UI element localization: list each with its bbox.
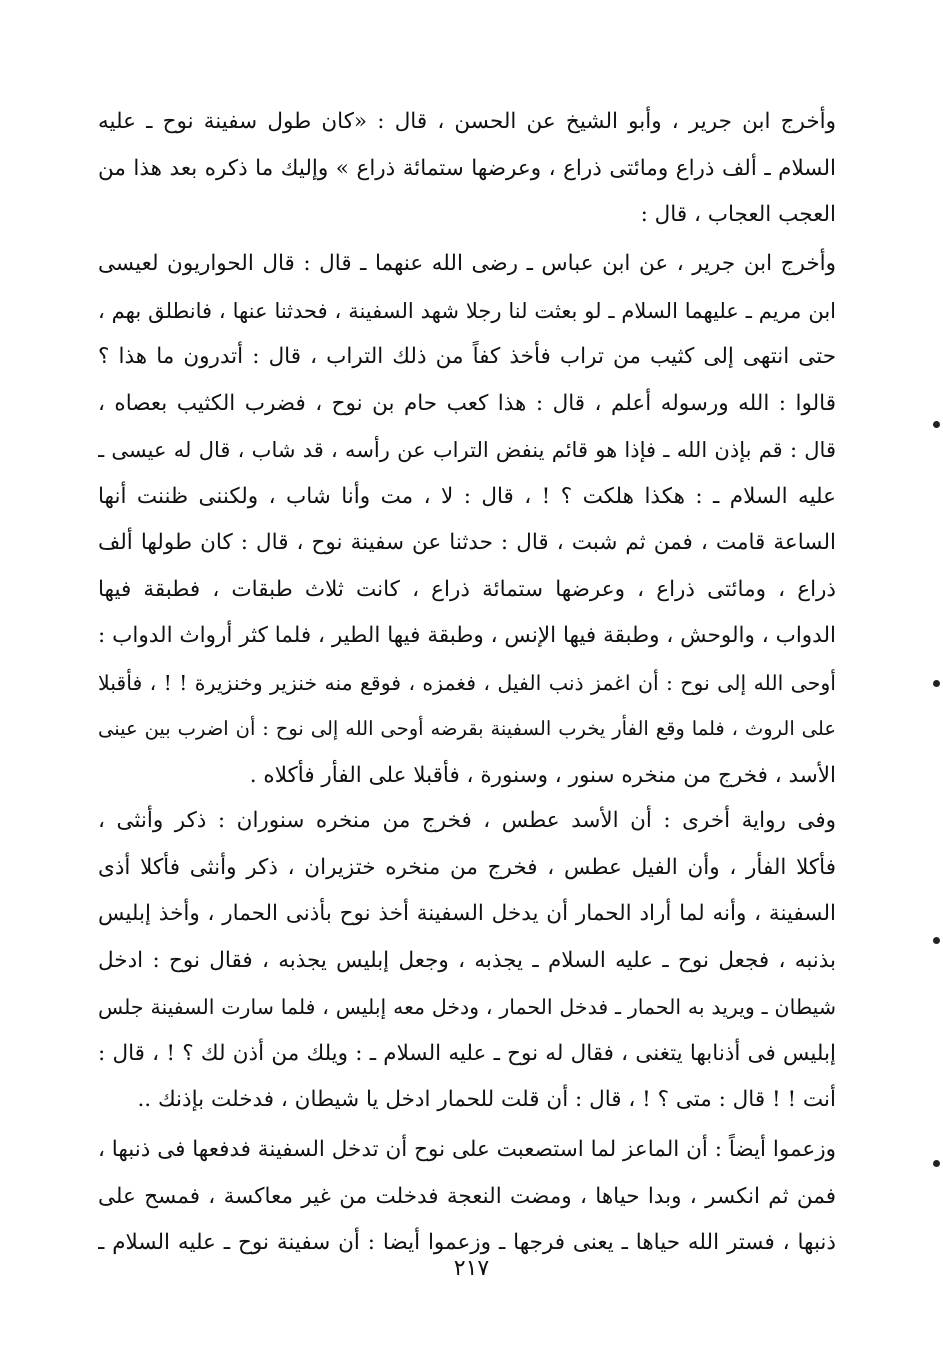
text-line: شيطان ـ ويريد به الحمار ـ فدخل الحمار ، ودخل معه إبليس ، فلما سارت السفينة جلس [98, 995, 836, 1019]
text-line: وأخرج ابن جرير ، عن ابن عباس ـ رضى الله عنهما ـ قال : قال الحواريون لعيسى [98, 251, 836, 276]
text-line: وزعموا أيضاً : أن الماعز لما استصعبت على نوح أن تدخل السفينة فدفعها فى ذنبها ، [98, 1137, 836, 1162]
paragraph-3 [98, 798, 836, 1124]
text-line: قال : قم بإذن الله ـ فإذا هو قائم ينفض التراب عن رأسه ، قد شاب ، قال له عيسى ـ [98, 438, 836, 462]
margin-mark [933, 1160, 940, 1167]
text-line: ذنبها ، فستر الله حياها ـ يعنى فرجها ـ وزعموا أيضا : أن سفينة نوح ـ عليه السلام ـ [98, 1230, 836, 1255]
text-line: أوحى الله إلى نوح : أن اغمز ذنب الفيل ، فغمزه ، فوقع منه خنزير وخنزيرة ! ! ، فأقبلا [98, 670, 836, 695]
text-line: العجب العجاب ، قال : [640, 202, 836, 227]
margin-mark [933, 680, 940, 687]
text-line: إبليس فى أذنابها يتغنى ، فقال له نوح ـ عليه السلام ـ : ويلك من أذن لك ؟ ! ، قال : [98, 1040, 836, 1066]
paragraph-1 [98, 99, 836, 239]
text-line: فمن ثم انكسر ، وبدا حياها ، ومضت النعجة فدخلت من غير معاكسة ، فمسح على [98, 1183, 836, 1209]
paragraph-2 [98, 241, 836, 799]
text-line: أنت ! ! قال : متى ؟ ! ، قال : أن قلت للحمار ادخل يا شيطان ، فدخلت بإذنك .. [137, 1087, 836, 1112]
text-line: قالوا : الله ورسوله أعلم ، قال : هذا كعب حام بن نوح ، فضرب الكثيب بعصاه ، [98, 390, 836, 416]
text-line: الدواب ، والوحش ، وطبقة فيها الإنس ، وطبقة فيها الطير ، فلما كثر أرواث الدواب : [98, 623, 836, 648]
text-line: على الروث ، فلما وقع الفأر يخرب السفينة بقرضه أوحى الله إلى نوح : أن اضرب بين عينى [98, 717, 836, 740]
text-line: فأكلا الفأر ، وأن الفيل عطس ، فخرج من منخره ختزيران ، ذكر وأنثى فأكلا أذى [98, 854, 836, 880]
text-line: الساعة قامت ، فمن ثم شبت ، قال : حدثنا عن سفينة نوح ، قال : كان طولها ألف [98, 530, 836, 555]
paragraph-4 [98, 1127, 836, 1267]
text-line: وفى رواية أخرى : أن الأسد عطس ، فخرج من منخره سنوران : ذكر وأنثى ، [98, 808, 836, 833]
text-line: السفينة ، وأنه لما أراد الحمار أن يدخل السفينة أخذ نوح بأذنى الحمار ، وأخذ إبليس [98, 901, 836, 926]
text-line: وأخرج ابن جرير ، وأبو الشيخ عن الحسن ، قال : «كان طول سفينة نوح ـ عليه [98, 109, 836, 134]
margin-mark [933, 421, 940, 428]
text-line: الأسد ، فخرج من منخره سنور ، وسنورة ، فأقبلا على الفأر فأكلاه . [249, 762, 836, 788]
text-line: حتى انتهى إلى كثيب من تراب فأخذ كفاً من ذلك التراب ، قال : أتدرون ما هذا ؟ [98, 344, 836, 369]
text-line: ابن مريم ـ عليهما السلام ـ لو بعثت لنا رجلا شهد السفينة ، فحدثنا عنها ، فانطلق بهم ، [98, 298, 836, 323]
text-line: ذراع ، ومائتى ذراع ، وعرضها ستمائة ذراع ، كانت ثلاث طبقات ، فطبقة فيها [98, 576, 836, 602]
text-line: بذنبه ، فجعل نوح ـ عليه السلام ـ يجذبه ، وجعل إبليس يجذبه ، فقال نوح : ادخل [98, 947, 836, 973]
text-line: عليه السلام ـ : هكذا هلكت ؟ ! ، قال : لا ، مت وأنا شاب ، ولكننى ظننت أنها [98, 483, 836, 509]
margin-mark [933, 937, 940, 944]
text-line: السلام ـ ألف ذراع ومائتى ذراع ، وعرضها ستمائة ذراع » وإليك ما ذكره بعد هذا من [98, 155, 836, 181]
page-number: ٢١٧ [453, 1256, 490, 1281]
